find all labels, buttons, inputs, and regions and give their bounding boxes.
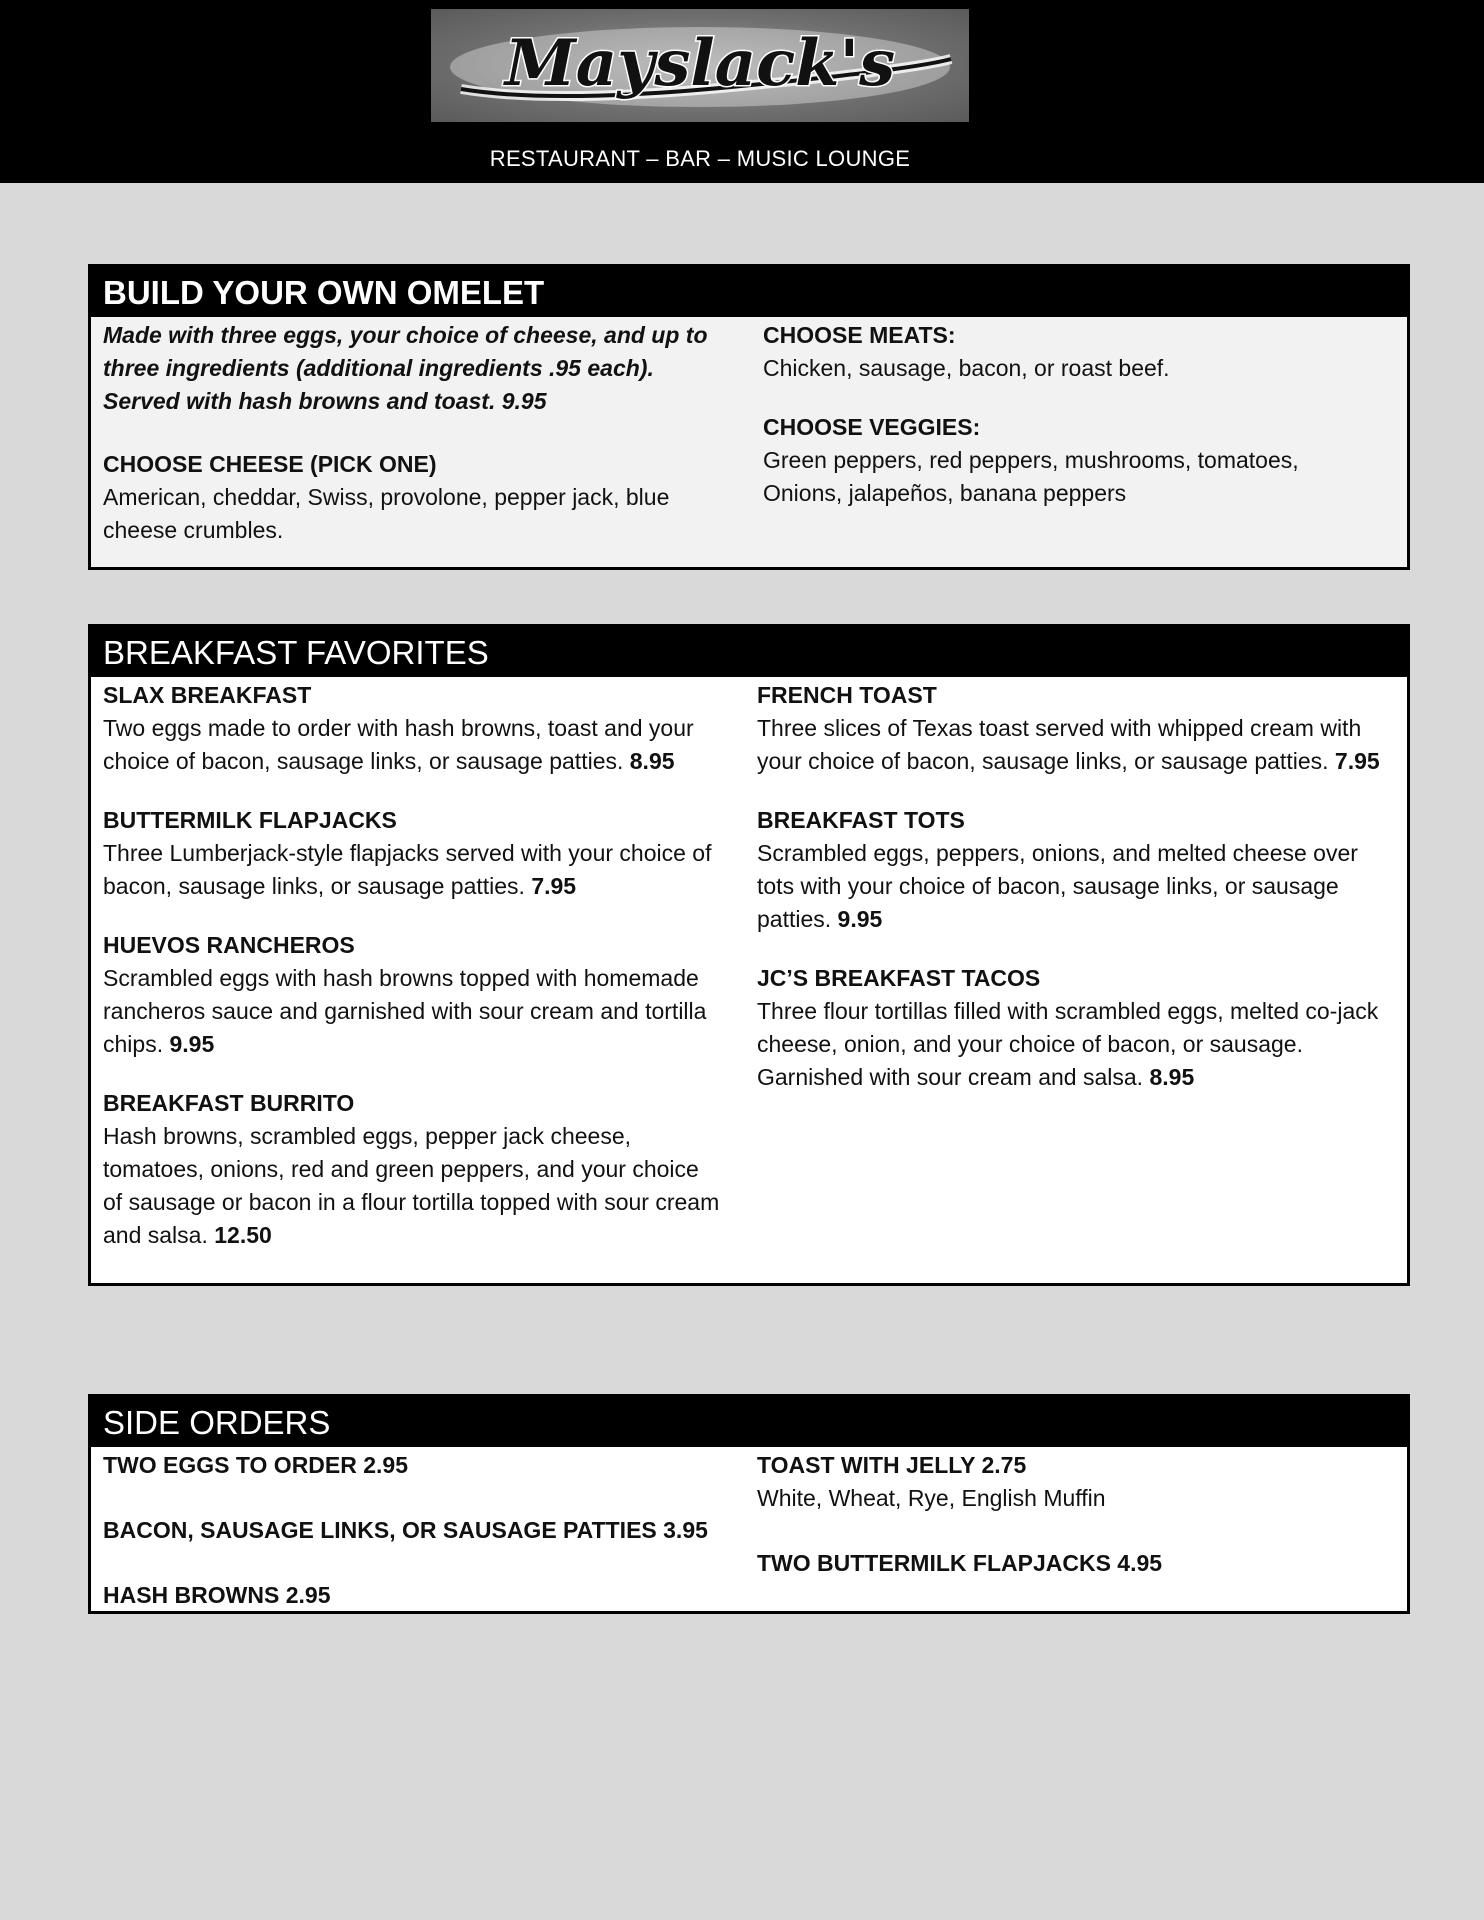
item-price: 9.95 (837, 906, 883, 932)
menu-item (757, 962, 1397, 1094)
logo-text: Mayslack's (504, 26, 896, 101)
breakfast-right-column (757, 679, 1397, 1094)
item-price: 8.95 (629, 748, 675, 774)
item-name: HUEVOS RANCHEROS (103, 932, 355, 958)
item-desc: Three flour tortillas filled with scrambled eggs, melted co-jack cheese, onion, and your choice of bacon, or sausage. Garnished with sour cream and salsa. 8.95 (757, 998, 1379, 1090)
menu-item (103, 1087, 721, 1252)
menu-item (757, 804, 1397, 936)
item-desc: Three slices of Texas toast served with whipped cream with your choice of bacon, sausage links, or sausage patties. 7.95 (757, 715, 1380, 774)
header-bar (0, 0, 1484, 183)
item-desc: Two eggs made to order with hash browns, toast and your choice of bacon, sausage links, or sausage patties. 8.95 (103, 715, 694, 774)
item-desc: Three Lumberjack-style flapjacks served with your choice of bacon, sausage links, or sausage patties. 7.95 (103, 840, 712, 899)
item-name: JC’S BREAKFAST TACOS (757, 965, 1041, 991)
breakfast-left-column (103, 679, 721, 1252)
side-item: HASH BROWNS 2.95 (103, 1582, 331, 1608)
menu-item (103, 804, 721, 903)
item-name: FRENCH TOAST (757, 682, 937, 708)
omelet-left-column (103, 319, 723, 547)
item-price: 7.95 (1334, 748, 1380, 774)
side-item: BACON, SAUSAGE LINKS, OR SAUSAGE PATTIES 3.95 (103, 1517, 708, 1543)
cheese-title: CHOOSE CHEESE (PICK ONE) (103, 451, 437, 477)
item-name: BUTTERMILK FLAPJACKS (103, 807, 397, 833)
section-title: SIDE ORDERS (91, 1397, 1407, 1447)
item-desc: Hash browns, scrambled eggs, pepper jack cheese, tomatoes, onions, red and green peppers, and your choice of sausage or bacon in a flour tortilla topped with sour cream and salsa. 12.50 (103, 1123, 720, 1248)
item-desc: Scrambled eggs with hash browns topped with homemade rancheros sauce and garnished with sour cream and tortilla chips. 9.95 (103, 965, 707, 1057)
meats-title: CHOOSE MEATS: (763, 322, 956, 348)
side-item: TWO BUTTERMILK FLAPJACKS 4.95 (757, 1550, 1163, 1576)
menu-item (103, 929, 721, 1061)
item-price: 12.50 (214, 1222, 272, 1248)
veggies-title: CHOOSE VEGGIES: (763, 414, 981, 440)
item-price: 8.95 (1149, 1064, 1195, 1090)
item-price: 9.95 (169, 1031, 215, 1057)
sides-right-column (757, 1449, 1397, 1580)
omelet-section (88, 264, 1410, 570)
restaurant-logo (431, 9, 969, 122)
item-name: SLAX BREAKFAST (103, 682, 312, 708)
veggies-desc: Green peppers, red peppers, mushrooms, tomatoes, Onions, jalapeños, banana peppers (763, 447, 1299, 506)
menu-item (103, 679, 721, 778)
item-desc: Scrambled eggs, peppers, onions, and melted cheese over tots with your choice of bacon, sausage links, or sausage patties. 9.95 (757, 840, 1358, 932)
sides-left-column (103, 1449, 721, 1612)
side-item: TWO EGGS TO ORDER 2.95 (103, 1452, 409, 1478)
omelet-intro: Made with three eggs, your choice of cheese, and up to three ingredients (additional ingredients .95 each). Served with hash browns and toast. 9.95 (103, 322, 708, 414)
menu-item (757, 679, 1397, 778)
breakfast-section (88, 624, 1410, 1286)
side-item: TOAST WITH JELLY 2.75 (757, 1452, 1027, 1478)
section-title: BUILD YOUR OWN OMELET (91, 267, 1407, 317)
tagline: RESTAURANT – BAR – MUSIC LOUNGE (489, 146, 911, 171)
section-title: BREAKFAST FAVORITES (91, 627, 1407, 677)
meats-desc: Chicken, sausage, bacon, or roast beef. (763, 355, 1170, 381)
item-name: BREAKFAST TOTS (757, 807, 965, 833)
side-item-desc: White, Wheat, Rye, English Muffin (757, 1485, 1106, 1511)
omelet-right-column (763, 319, 1383, 510)
sides-section (88, 1394, 1410, 1614)
item-price: 7.95 (531, 873, 577, 899)
item-name: BREAKFAST BURRITO (103, 1090, 355, 1116)
cheese-desc: American, cheddar, Swiss, provolone, pepper jack, blue cheese crumbles. (103, 484, 670, 543)
